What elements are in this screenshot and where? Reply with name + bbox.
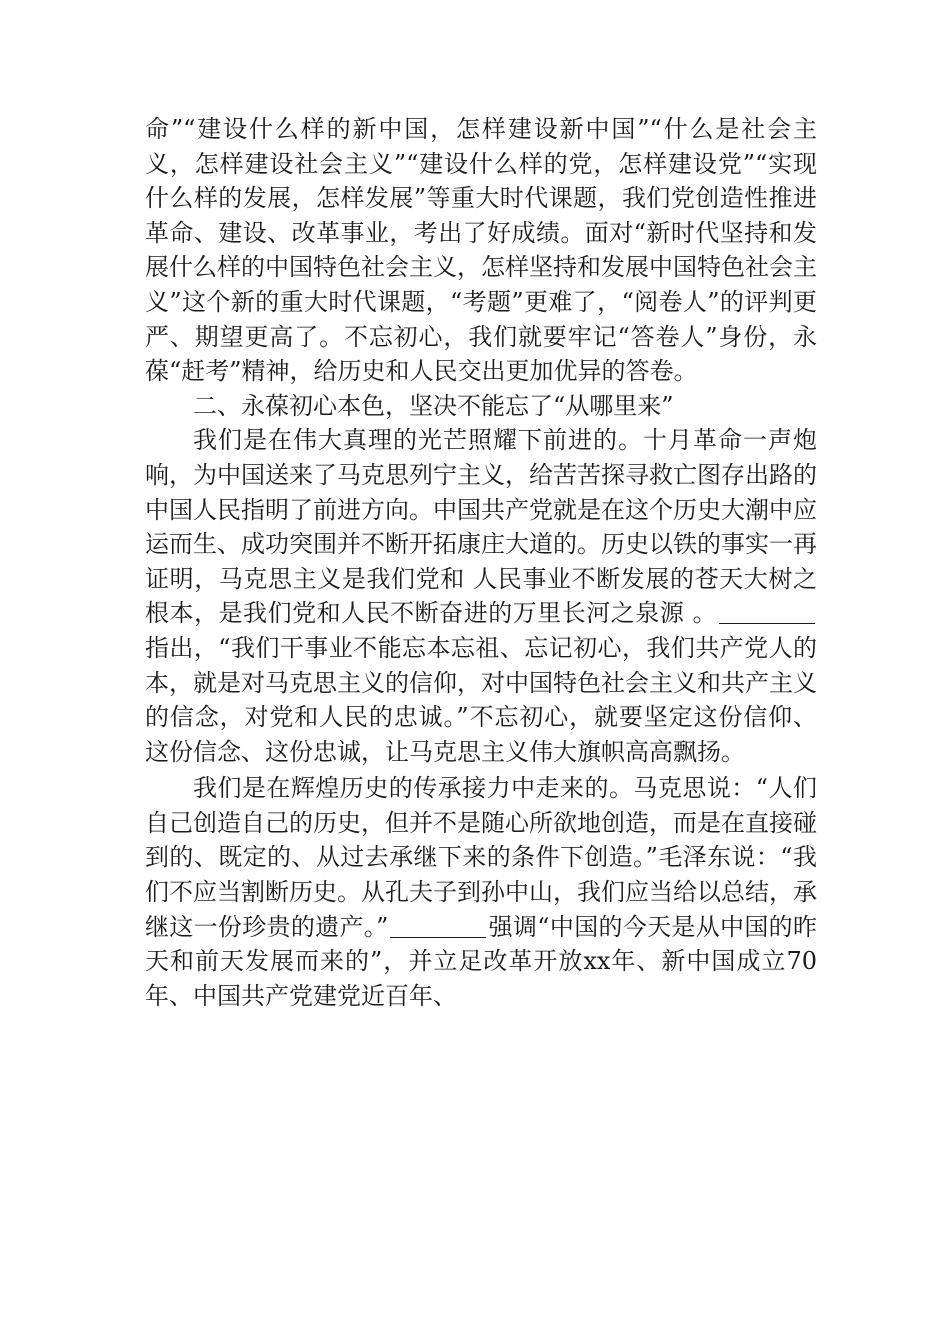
paragraph-text: 强调“中国的今天是从中国的昨天和前天发展而来的”，并立足改革开放xx年、新中国成立70年、中国共产党建党近百年、 bbox=[145, 912, 817, 1010]
fill-in-blank bbox=[390, 915, 486, 938]
paragraph-text: 命”“建设什么样的新中国，怎样建设新中国”“什么是社会主义，怎样建设社会主义”“建设什么样的党，怎样建设党”“实现什么样的发展，怎样发展”等重大时代课题，我们党创造性推进革命、建设、改革事业，考出了好成绩。面对“新时代坚持和发展什么样的中国特色社会主义，怎样坚持和发展中国特色社会主义”这个新的重大时代课题，“考题”更难了，“阅卷人”的评判更严、期望更高了。不忘初心，我们就要牢记“答卷人”身份，永葆“赶考”精神，给历史和人民交出更加优异的答卷。 bbox=[145, 115, 817, 386]
fill-in-blank bbox=[719, 601, 815, 624]
paragraph-continuation bbox=[145, 112, 817, 389]
paragraph-truth bbox=[145, 423, 817, 769]
paragraph-text: 我们是在辉煌历史的传承接力中走来的。马克思说：“人们自己创造自己的历史，但并不是随心所欲地创造，而是在直接碰到的、既定的、从过去承继下来的条件下创造。”毛泽东说：“我们不应当割断历史。从孔夫子到孙中山，我们应当给以总结，承继这一份珍贵的遗产。” bbox=[145, 774, 817, 941]
paragraph-history bbox=[145, 771, 817, 1013]
paragraph-text: 我们是在伟大真理的光芒照耀下前进的。十月革命一声炮响，为中国送来了马克思列宁主义，给苦苦探寻救亡图存出路的中国人民指明了前进方向。中国共产党就是在这个历史大潮中应运而生、成功突围并不断开拓康庄大道的。历史以铁的事实一再证明，马克思主义是我们党和 人民事业不断发展的苍天大树之根本，是我们党和人民不断奋进的万里长河之泉源 。 bbox=[145, 426, 817, 628]
section-heading bbox=[145, 389, 817, 424]
heading-text: 二、永葆初心本色，坚决不能忘了“从哪里来” bbox=[193, 391, 674, 420]
document-page bbox=[145, 112, 817, 1013]
paragraph-text: 指出，“我们干事业不能忘本忘祖、忘记初心，我们共产党人的本，就是对马克思主义的信仰，对中国特色社会主义和共产主义的信念，对党和人民的忠诚。”不忘初心，就要坚定这份信仰、这份信念、这份忠诚，让马克思主义伟大旗帜高高飘扬。 bbox=[145, 633, 817, 766]
